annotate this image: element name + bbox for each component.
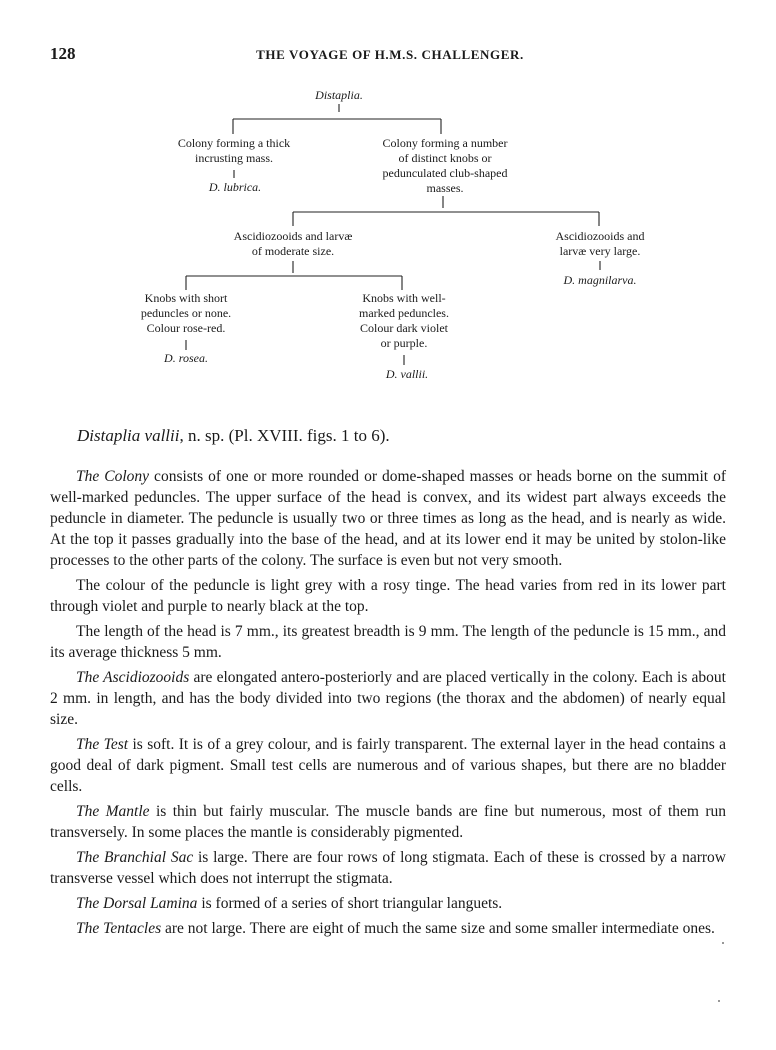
node-line: Ascidiozooids and larvæ <box>233 229 353 243</box>
very-large-node <box>556 229 645 259</box>
species-heading-rest: , n. sp. (Pl. XVIII. figs. 1 to 6). <box>179 426 390 445</box>
node-line: or purple. <box>380 336 428 350</box>
species-vallii-label: D. vallii. <box>385 367 429 381</box>
running-title: THE VOYAGE OF H.M.S. CHALLENGER. <box>256 47 524 62</box>
classification-tree <box>0 80 776 400</box>
node-line: pedunculated club-shaped <box>382 166 508 180</box>
node-line: masses. <box>426 181 464 195</box>
short-peduncles-node <box>141 291 231 336</box>
paragraph-label: The Mantle <box>76 803 150 820</box>
node-line: Knobs with short <box>144 291 228 305</box>
moderate-size-node <box>234 229 353 259</box>
node-line: peduncles or none. <box>140 306 232 320</box>
species-vallii <box>386 367 428 382</box>
species-heading-name: Distaplia vallii <box>77 426 180 445</box>
paragraph-label: The Tentacles <box>76 920 162 937</box>
node-line: Ascidiozooids and <box>555 229 645 243</box>
node-line: Colony forming a number <box>382 136 508 150</box>
paragraph <box>50 621 726 663</box>
ink-speck <box>722 942 724 944</box>
root-genus-label: Distaplia. <box>315 88 363 102</box>
paragraph-text: are elongated antero-posteriorly and are placed vertically in the colony. Each is about 2 mm. in length, and has the body divided into two regions (the thorax and the abdomen) of nearly equal size. <box>50 669 726 728</box>
paragraph <box>50 734 726 797</box>
node-line: of distinct knobs or <box>398 151 492 165</box>
knobs-node <box>383 136 508 196</box>
paragraph-text: consists of one or more rounded or dome-shaped masses or heads borne on the summit of well-marked peduncles. The upper surface of the head is convex, and its widest part always exceeds the peduncle in diameter. The peduncle is usually two or three times as long as the head, and is nearly as wide. At the top it passes gradually into the base of the head, and at its lower end it may be united by stolon-like processes to the other parts of the colony. The surface is even but not very smooth. <box>50 468 726 569</box>
node-line: Colony forming a thick <box>177 136 291 150</box>
paragraph <box>50 575 726 617</box>
species-rosea <box>164 351 208 366</box>
paragraph-text: The colour of the peduncle is light grey with a rosy tinge. The head varies from red in its lower part through violet and purple to nearly black at the top. <box>50 577 726 615</box>
paragraph-label: The Colony <box>76 468 150 485</box>
paragraph <box>50 847 726 889</box>
species-lubrica <box>209 180 261 195</box>
paragraph <box>50 918 726 939</box>
node-line: marked peduncles. <box>359 306 449 320</box>
paragraph-text: is formed of a series of short triangular languets. <box>197 895 503 912</box>
node-line: Knobs with well- <box>362 291 446 305</box>
node-line: Colour dark violet <box>360 321 448 335</box>
thick-mass-node <box>178 136 290 166</box>
paragraph <box>50 466 726 571</box>
node-line: incrusting mass. <box>194 151 273 165</box>
body-text <box>50 466 726 943</box>
well-marked-node <box>359 291 449 351</box>
species-rosea-label: D. rosea. <box>164 351 208 365</box>
paragraph <box>50 893 726 914</box>
page-number: 128 <box>50 44 76 63</box>
node-line: larvæ very large. <box>559 244 641 258</box>
species-magnilarva-label: D. magnilarva. <box>563 273 637 287</box>
species-lubrica-label: D. lubrica. <box>208 180 262 194</box>
paragraph-text: is thin but fairly muscular. The muscle bands are fine but numerous, most of them run transversely. In some places the mantle is considerably pigmented. <box>50 803 726 841</box>
paragraph <box>50 667 726 730</box>
species-heading <box>77 426 390 446</box>
paragraph-label: The Dorsal Lamina <box>76 895 198 912</box>
paragraph <box>50 801 726 843</box>
tree-connectors <box>0 80 776 400</box>
paragraph-label: The Test <box>76 736 129 753</box>
page-header <box>50 44 730 68</box>
root-genus <box>315 88 363 103</box>
species-magnilarva <box>564 273 637 288</box>
paragraph-label: The Ascidiozooids <box>76 669 190 686</box>
paragraph-label: The Branchial Sac <box>76 849 194 866</box>
paragraph-text: are not large. There are eight of much the same size and some smaller intermediate ones. <box>161 920 715 937</box>
paragraph-text: The length of the head is 7 mm., its greatest breadth is 9 mm. The length of the peduncle is 15 mm., and its average thickness 5 mm. <box>50 623 726 661</box>
node-line: Colour rose-red. <box>146 321 226 335</box>
ink-speck <box>718 1000 720 1002</box>
paragraph-text: is soft. It is of a grey colour, and is fairly transparent. The external layer in the head contains a good deal of dark pigment. Small test cells are numerous and of various shapes, but there are no bladder cells. <box>50 736 727 795</box>
paragraph-text: is large. There are four rows of long stigmata. Each of these is crossed by a narrow transverse vessel which does not interrupt the stigmata. <box>50 849 726 887</box>
node-line: of moderate size. <box>251 244 335 258</box>
